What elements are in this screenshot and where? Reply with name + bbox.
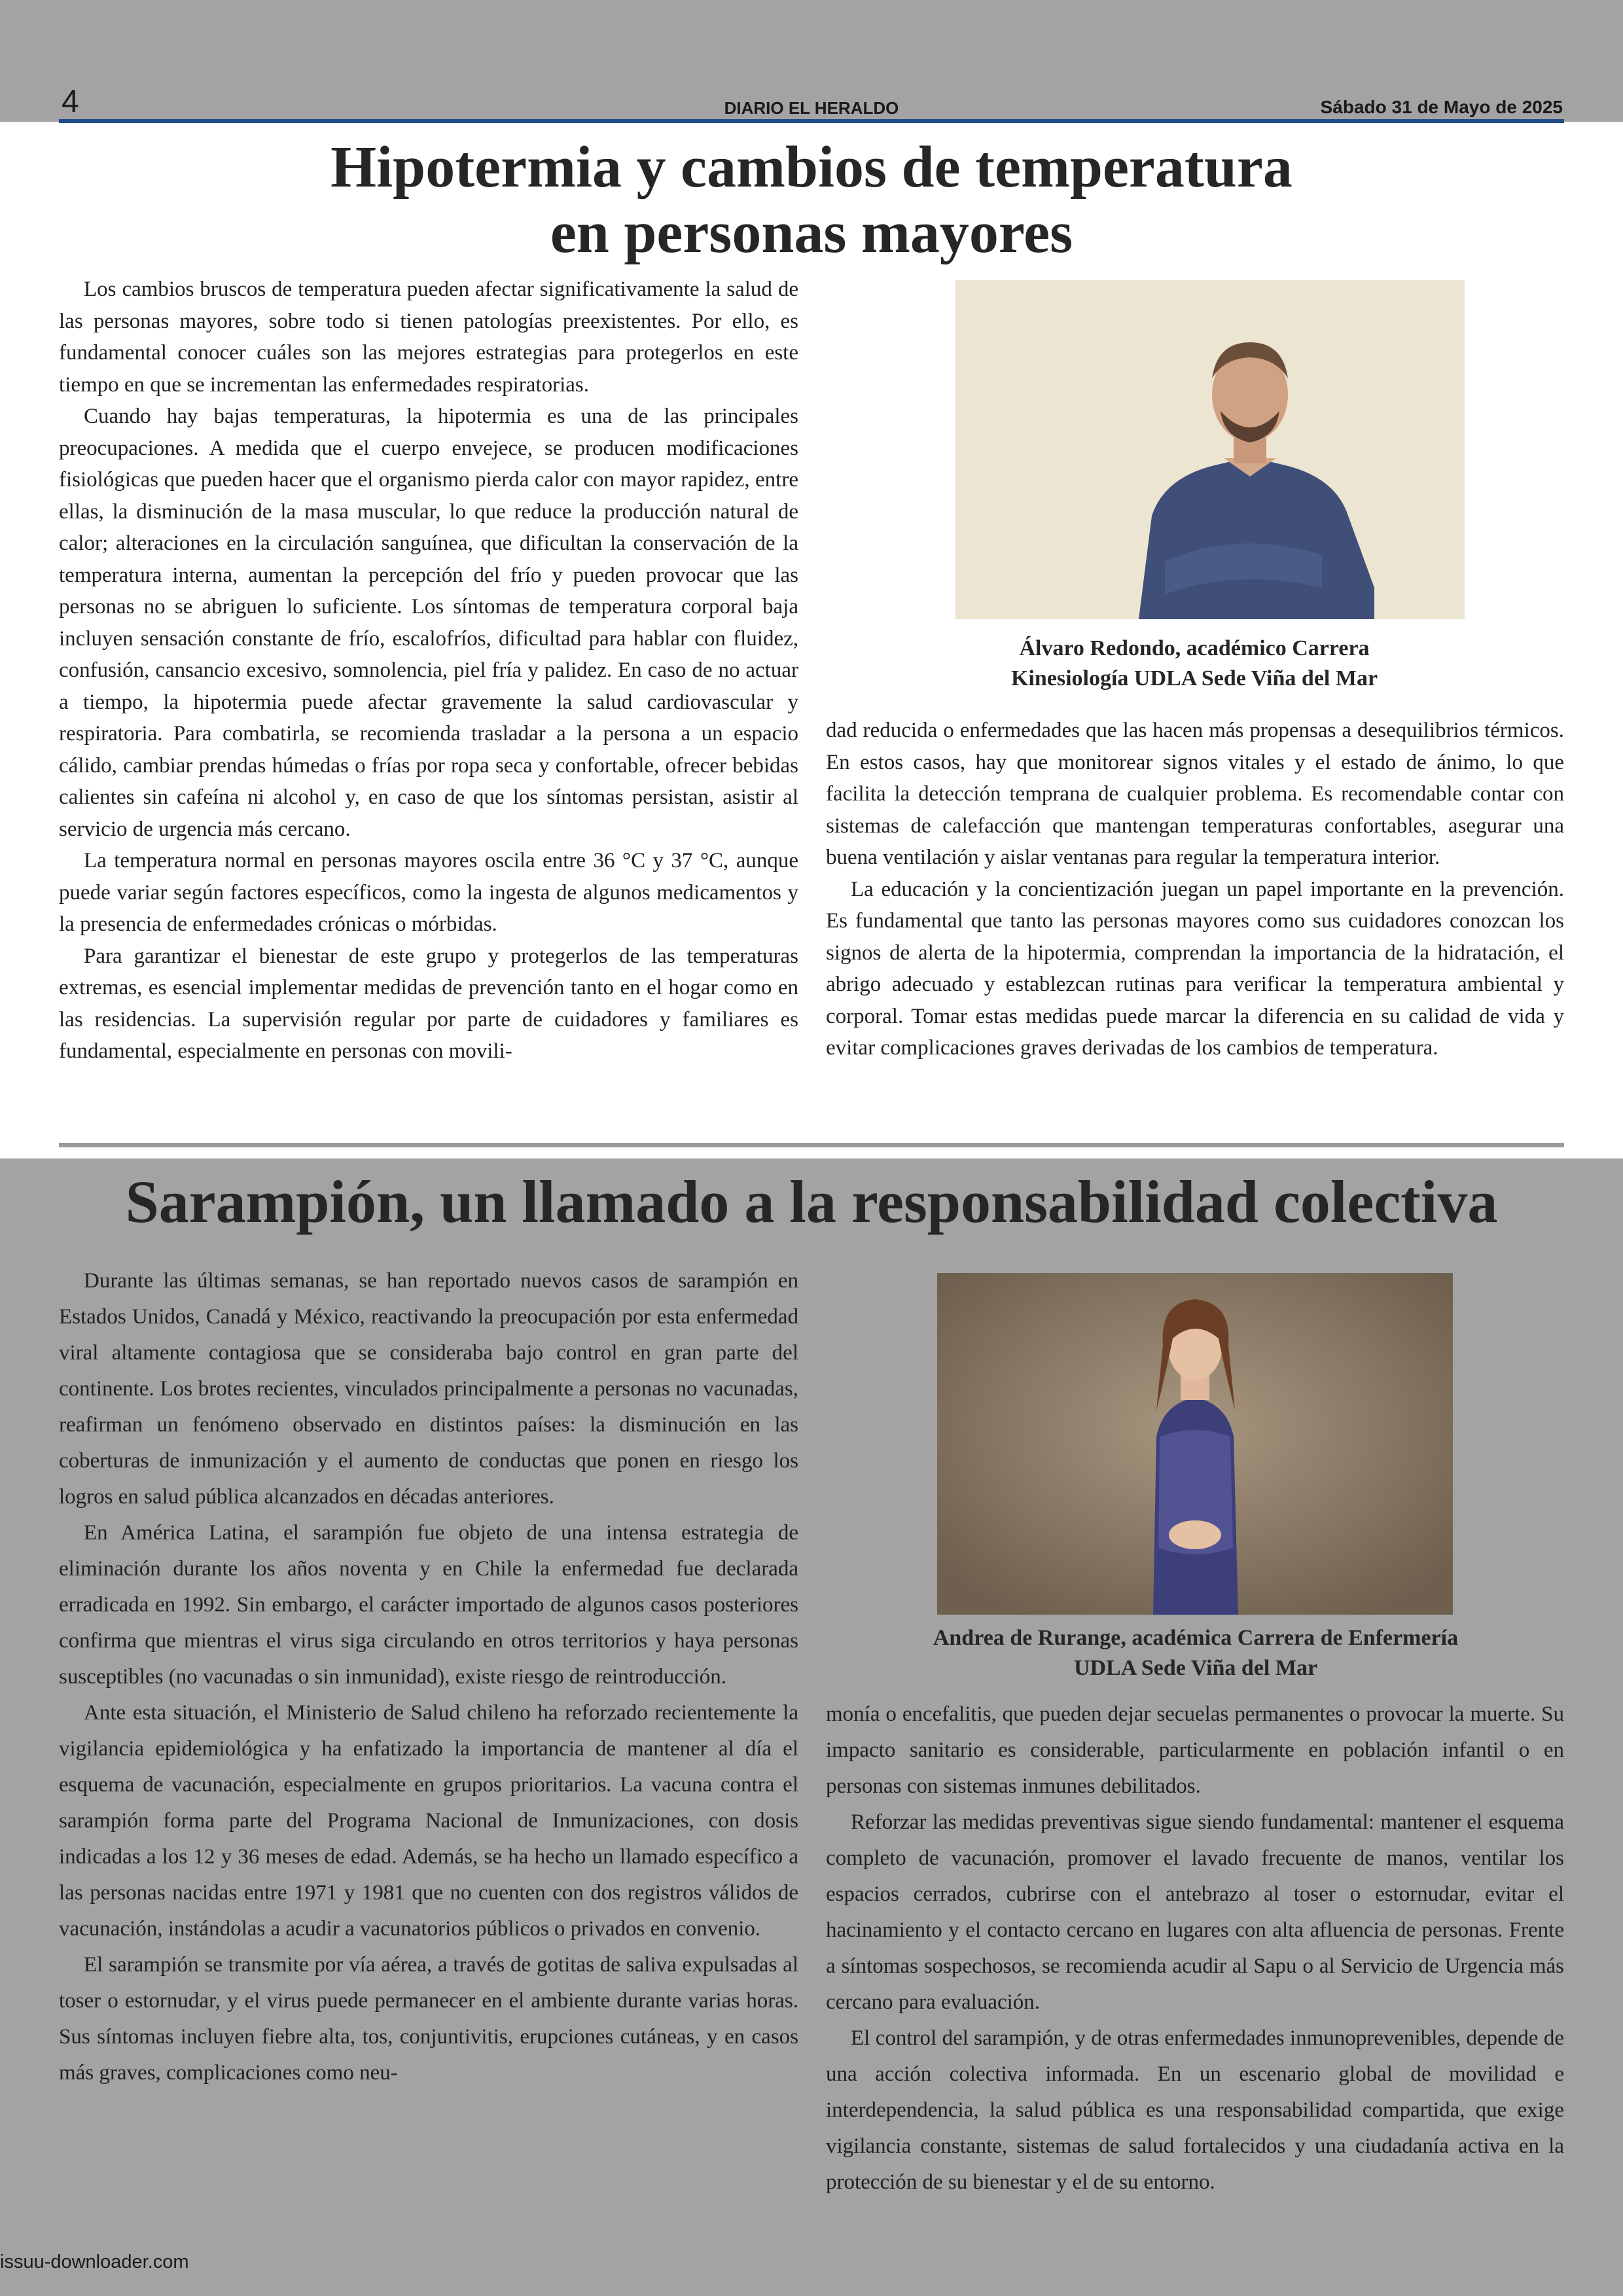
article1-title-line1: Hipotermia y cambios de temperatura (330, 135, 1293, 200)
article2-paragraph: Durante las últimas semanas, se han reportado nuevos casos de sarampión en Estados Unidos, Canadá y México, reactivando la preocupación por esta enfermedad viral altamente contagiosa que se consideraba bajo control en gran parte del continente. Los brotes recientes, vinculados principalmente a personas no vacunadas, reafirman un fenómeno observado en distintos países: la disminución en las coberturas de inmunización y el aumento de conductas que ponen en riesgo los logros en salud pública alcanzados en décadas anteriores. (59, 1269, 798, 1509)
article2-caption-line1: Andrea de Rurange, académica Carrera de Enfermería (933, 1626, 1459, 1650)
header-rule (59, 119, 1564, 123)
article1-right-column (826, 715, 1564, 1064)
article2-paragraph: Reforzar las medidas preventivas sigue siendo fundamental: mantener el esquema completo de vacunación, promover el lavado frecuente de manos, ventilar los espacios cerrados, cubrirse con el antebrazo al toser o estornudar, evitar el hacinamiento y el contacto cercano en lugares con alta afluencia de personas. Frente a síntomas sospechosos, se recomienda acudir al Sapu o al Servicio de Urgencia más cercano para evaluación. (826, 1810, 1564, 2014)
article2-right-column (826, 1696, 1564, 2200)
article2-title: Sarampión, un llamado a la responsabilidad colectiva (125, 1168, 1498, 1235)
article1-paragraph: La educación y la concientización juegan un papel importante en la prevención. Es fundamental que tanto las personas mayores como sus cuidadores conozcan los signos de alerta de la hipotermia, comprendan la importancia de la hidratación, el abrigo adecuado y establezcan rutinas para verificar la temperatura ambiental y corporal. Tomar estas medidas puede marcar la diferencia en su calidad de vida y evitar complicaciones graves derivadas de los cambios de temperatura. (826, 877, 1564, 1060)
watermark-link[interactable]: issuu-downloader.com (0, 2251, 189, 2272)
article1-title (59, 135, 1564, 266)
article1-paragraph: Los cambios bruscos de temperatura pueden afectar significativamente la salud de las personas mayores, sobre todo si tienen patologías preexistentes. Por ello, es fundamental conocer cuáles son las mejores estrategias para protegerlos en este tiempo en que se incrementan las enfermedades respiratorias. (59, 278, 798, 397)
article1-paragraph: La temperatura normal en personas mayores oscila entre 36 °C y 37 °C, aunque puede variar según factores específicos, como la ingesta de algunos medicamentos y la presencia de enfermedades crónicas o mórbidas. (59, 849, 798, 936)
article1-photo-caption (825, 634, 1564, 694)
article-separator (59, 1143, 1564, 1147)
article1-paragraph: Cuando hay bajas temperaturas, la hipotermia es una de las principales preocupaciones. A medida que el cuerpo envejece, se producen modificaciones fisiológicas que pueden hacer que el organismo pierda calor con mayor rapidez, entre ellas, la disminución de la masa muscular, lo que reduce la producción natural de calor; alteraciones en la circulación sanguínea, que dificultan la conservación de la temperatura interna, aumentan la percepción del frío y pueden provocar que las personas no se abriguen lo suficiente. Los síntomas de temperatura corporal baja incluyen sensación constante de frío, escalofríos, dificultad para hablar con fluidez, confusión, cansancio excesivo, somnolencia, piel fría y palidez. En caso de no actuar a tiempo, la hipotermia puede afectar gravemente la salud cardiovascular y respiratoria. Para combatirla, se recomienda trasladar a la persona a un espacio cálido, cambiar prendas húmedas o frías por ropa seca y confortable, ofrecer bebidas calientes sin cafeína ni alcohol y, en caso de que los síntomas persistan, asistir al servicio de urgencia más cercano. (59, 404, 798, 841)
article2-caption-line2: UDLA Sede Viña del Mar (1073, 1656, 1318, 1680)
page-number: 4 (62, 84, 79, 119)
article1-caption-line2: Kinesiología UDLA Sede Viña del Mar (1010, 666, 1378, 691)
article1-title-line2: en personas mayores (550, 200, 1073, 265)
article2-paragraph: Ante esta situación, el Ministerio de Salud chileno ha reforzado recientemente la vigilancia epidemiológica y ha enfatizado la importancia de mantener al día el esquema de vacunación, especialmente en grupos prioritarios. La vacuna contra el sarampión forma parte del Programa Nacional de Inmunizaciones, con dosis indicadas a los 12 y 36 meses de edad. Además, se ha hecho un llamado específico a las personas nacidas entre 1971 y 1981 que no cuenten con dos registros válidos de vacunación, instándolas a acudir a vacunatorios públicos o privados en convenio. (59, 1701, 798, 1941)
article1-caption-line1: Álvaro Redondo, académico Carrera (1019, 636, 1370, 660)
article2-photo-caption (826, 1623, 1565, 1683)
article2-photo (937, 1273, 1453, 1615)
issue-date: Sábado 31 de Mayo de 2025 (1320, 97, 1563, 117)
article1-photo (955, 280, 1465, 619)
article2-left-column (59, 1263, 798, 2091)
newspaper-name: DIARIO EL HERALDO (724, 98, 899, 118)
article1-paragraph: dad reducida o enfermedades que las hacen más propensas a desequilibrios térmicos. En estos casos, hay que monitorear signos vitales y el estado de ánimo, lo que facilita la detección temprana de cualquier problema. Es recomendable contar con sistemas de calefacción que mantengan temperaturas confortables, asegurar una buena ventilación y aislar ventanas para regular la temperatura interior. (826, 719, 1564, 869)
article2-paragraph: monía o encefalitis, que pueden dejar secuelas permanentes o provocar la muerte. Su impacto sanitario es considerable, particularmente en población infantil o en personas con sistemas inmunes debilitados. (826, 1702, 1564, 1798)
article1-left-column (59, 274, 798, 1067)
article2-paragraph: En América Latina, el sarampión fue objeto de una intensa estrategia de eliminación durante los años noventa y en Chile la enfermedad fue declarada erradicada en 1992. Sin embargo, el carácter importado de algunos casos posteriores confirma que mientras el virus siga circulando en otros territorios y haya personas susceptibles (no vacunadas o sin inmunidad), existe riesgo de reintroducción. (59, 1521, 798, 1689)
article1-paragraph: Para garantizar el bienestar de este grupo y protegerlos de las temperaturas extremas, es esencial implementar medidas de prevención tanto en el hogar como en las residencias. La supervisión regular por parte de cuidadores y familiares es fundamental, especialmente en personas con movili- (59, 944, 798, 1063)
article2-paragraph: El sarampión se transmite por vía aérea, a través de gotitas de saliva expulsadas al toser o estornudar, y el virus puede permanecer en el ambiente durante varias horas. Sus síntomas incluyen fiebre alta, tos, conjuntivitis, erupciones cutáneas, y en casos más graves, complicaciones como neu- (59, 1953, 798, 2085)
article2-paragraph: El control del sarampión, y de otras enfermedades inmunoprevenibles, depende de una acción colectiva informada. En un escenario global de movilidad e interdependencia, la salud pública es una responsabilidad compartida, que exige vigilancia constante, sistemas de salud fortalecidos y una ciudadanía activa en la protección de su bienestar y el de su entorno. (826, 2026, 1564, 2194)
